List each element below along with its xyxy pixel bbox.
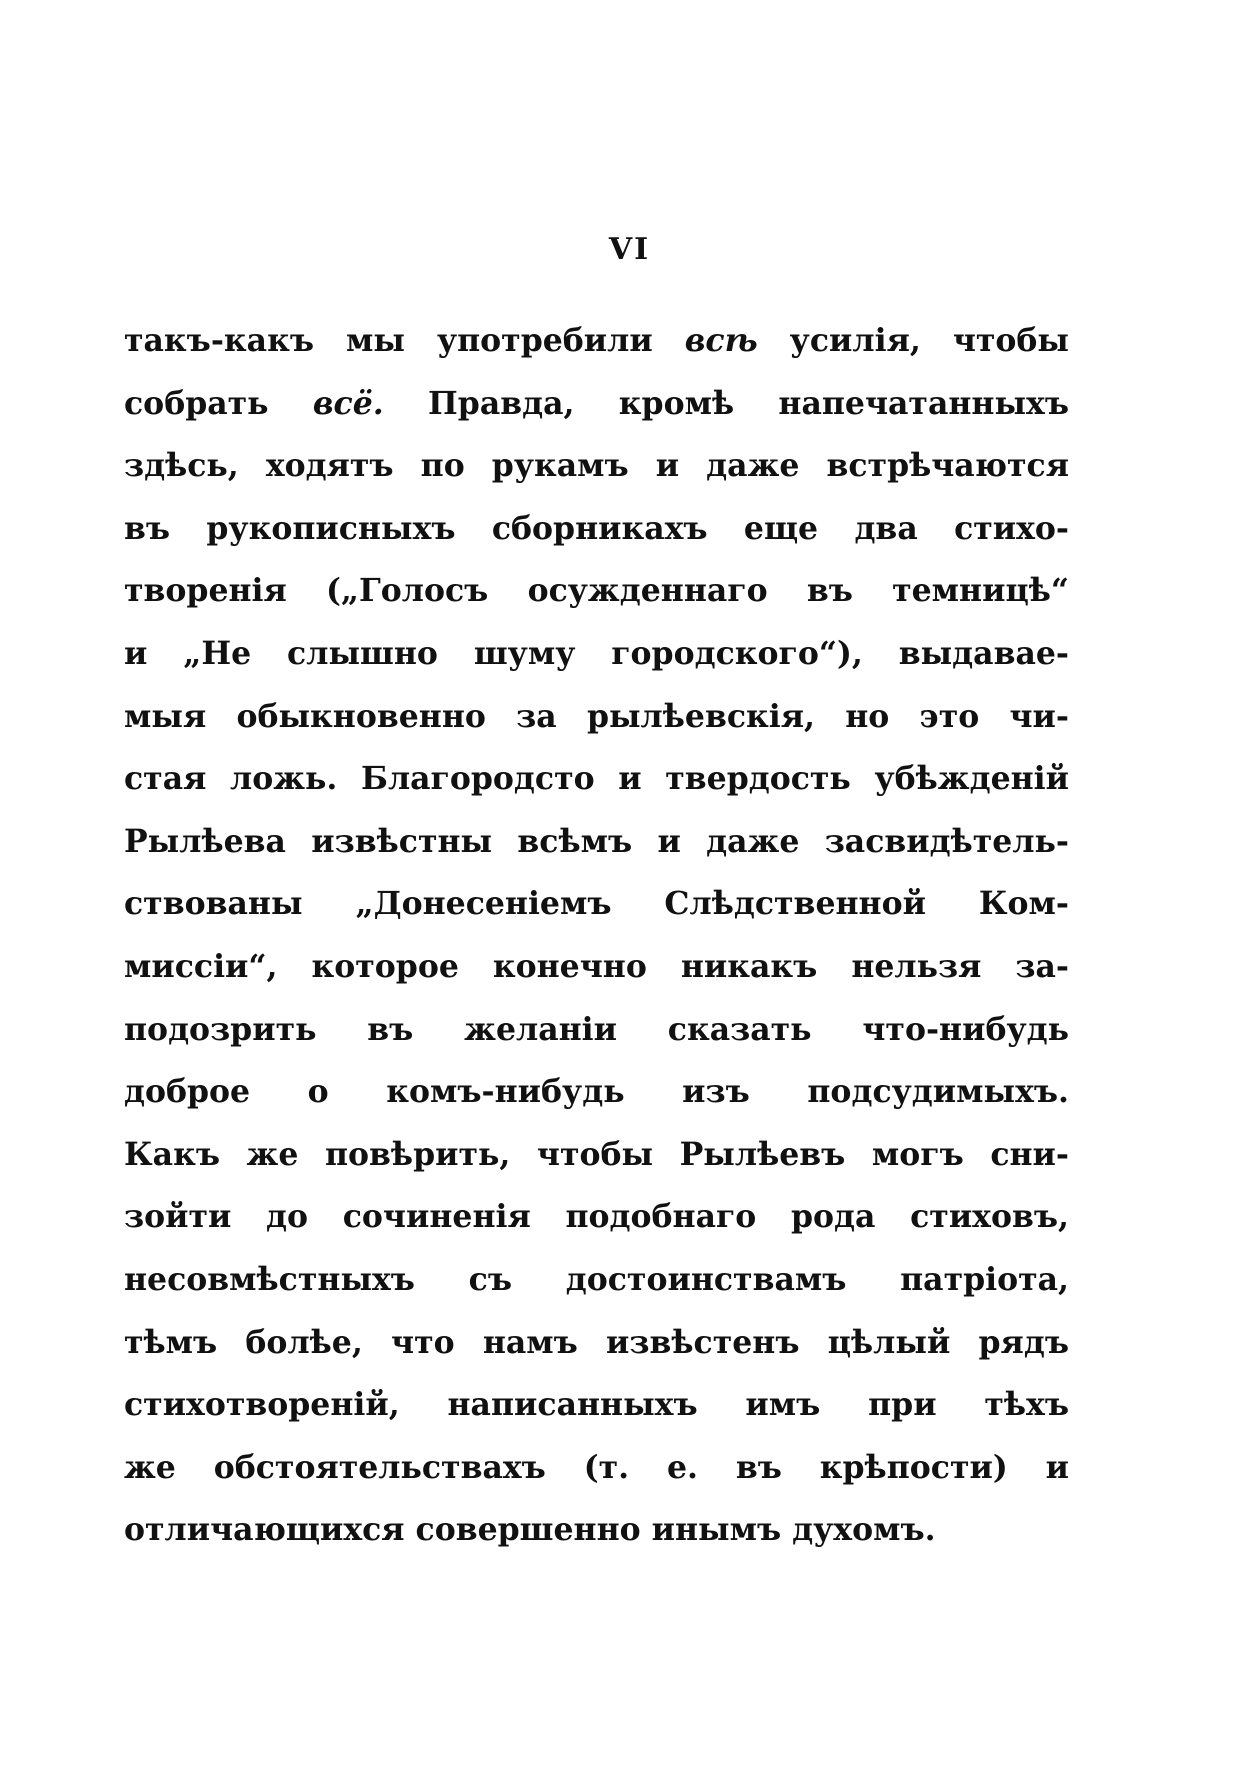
text-line [124,435,1069,498]
text-span: стая ложь. Благородсто и твердость убѣжденій [124,760,1069,798]
text-span: доброе о комъ-нибудь изъ подсудимыхъ. [124,1073,1069,1111]
body-text [124,310,1069,1562]
text-line [124,811,1069,874]
text-line [124,748,1069,811]
text-line [124,686,1069,749]
text-line [124,1249,1069,1312]
italic-text: всё. [312,384,384,422]
text-line [124,498,1069,561]
text-span: миссіи“, которое конечно никакъ нельзя за- [124,947,1069,985]
page-number: VI [608,232,651,267]
text-span: подозрить въ желаніи сказать что-нибудь [124,1010,1069,1048]
text-line [124,873,1069,936]
text-line [124,1061,1069,1124]
text-span: усилія, чтобы [757,322,1069,359]
text-line [124,1499,1069,1562]
text-line [124,310,1069,373]
text-line [124,373,1069,436]
text-span: и „Не слышно шуму городского“), выдавае- [124,634,1069,672]
text-line [124,1312,1069,1375]
text-line [124,936,1069,999]
text-line [124,1124,1069,1187]
text-span: же обстоятельствахъ (т. е. въ крѣпости) и [124,1448,1069,1486]
text-line [124,623,1069,686]
text-span: ствованы „Донесеніемъ Слѣдственной Ком- [124,885,1069,923]
text-line [124,999,1069,1062]
text-span: Какъ же повѣрить, чтобы Рылѣевъ могъ сни- [124,1135,1069,1173]
italic-text: всѣ [684,322,758,359]
text-span: Рылѣева извѣстны всѣмъ и даже засвидѣтель- [124,822,1069,860]
text-span: стихотвореній, написанныхъ имъ при тѣхъ [124,1386,1069,1424]
text-span: здѣсь, ходятъ по рукамъ и даже встрѣчаются [124,447,1069,485]
text-span: собрать [124,384,313,422]
text-span: Правда, кромѣ напечатанныхъ [383,384,1069,422]
text-line [124,1437,1069,1500]
text-line [124,560,1069,623]
text-span: зойти до сочиненія подобнаго рода стиховъ, [124,1198,1069,1236]
text-span: въ рукописныхъ сборникахъ еще два стихо- [124,509,1069,547]
text-span: тѣмъ болѣе, что намъ извѣстенъ цѣлый рядъ [124,1323,1069,1361]
text-span: мыя обыкновенно за рылѣевскія, но это чи- [124,697,1069,735]
text-span: творенія („Голосъ осужденнаго въ темницѣ“ [124,572,1069,610]
text-span: несовмѣстныхъ съ достоинствамъ патріота, [124,1260,1069,1298]
text-span: отличающихся совершенно инымъ духомъ. [124,1511,936,1549]
text-line [124,1374,1069,1437]
text-span: такъ-какъ мы употребили [124,322,685,359]
text-line [124,1186,1069,1249]
